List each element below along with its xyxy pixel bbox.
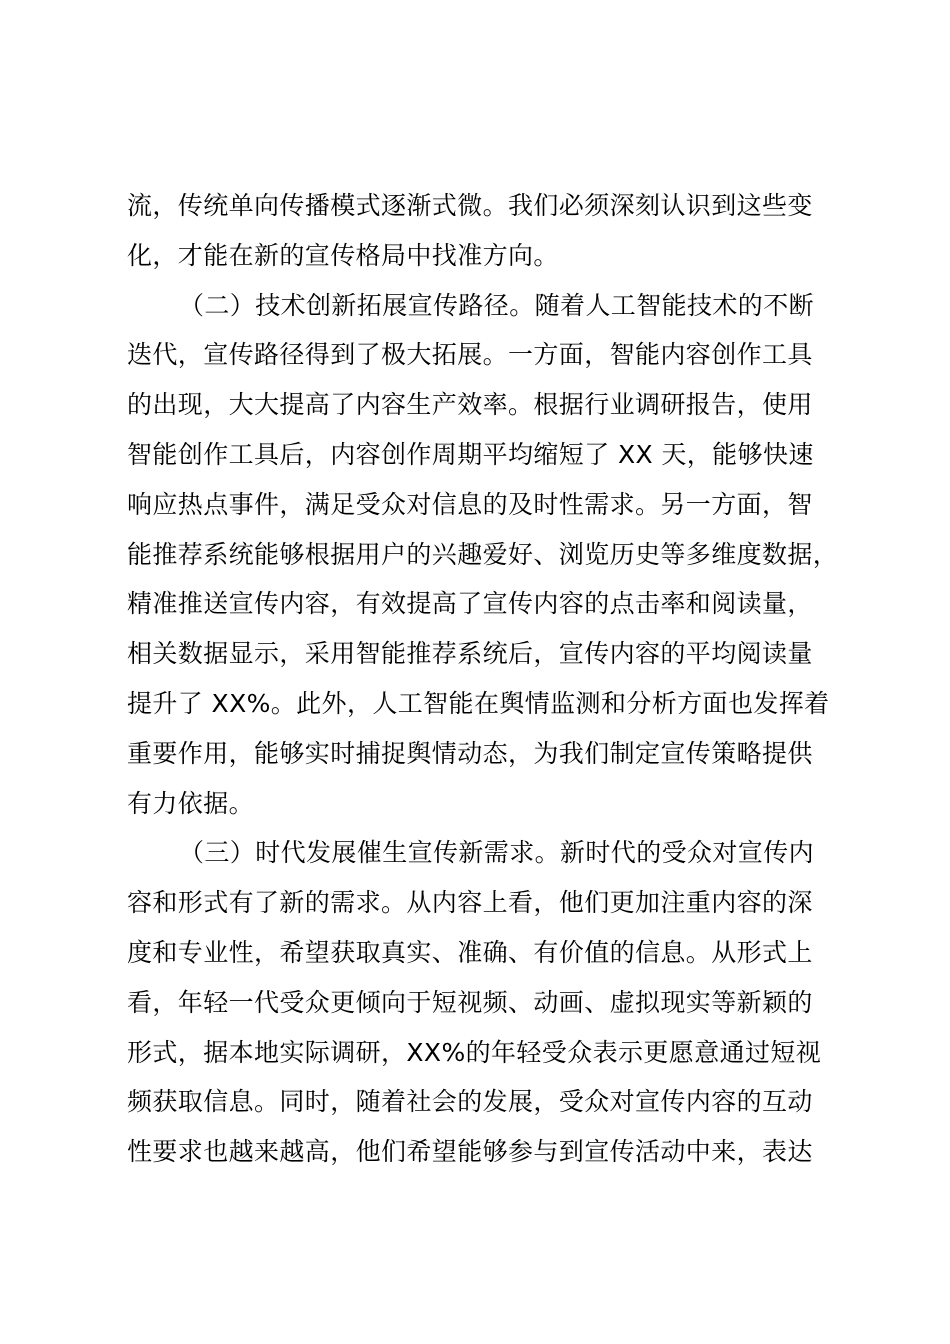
text-line: 频获取信息。同时，随着社会的发展，受众对宣传内容的互动 (127, 1087, 813, 1117)
text-line: 能推荐系统能够根据用户的兴趣爱好、浏览历史等多维度数据， (127, 539, 839, 569)
text-line: 化，才能在新的宣传格局中找准方向。 (127, 240, 559, 270)
section-heading-line: （二）技术创新拓展宣传路径。随着人工智能技术的不断 (179, 290, 815, 320)
text-line: 性要求也越来越高，他们希望能够参与到宣传活动中来，表达 (127, 1137, 813, 1167)
text-line: 相关数据显示，采用智能推荐系统后，宣传内容的平均阅读量 (127, 639, 813, 669)
text-line: 看，年轻一代受众更倾向于短视频、动画、虚拟现实等新颖的 (127, 987, 813, 1017)
text-line: 容和形式有了新的需求。从内容上看，他们更加注重内容的深 (127, 888, 813, 918)
text-line: 流，传统单向传播模式逐渐式微。我们必须深刻认识到这些变 (127, 191, 813, 220)
text-line: 形式，据本地实际调研，XX%的年轻受众表示更愿意通过短视 (127, 1037, 822, 1067)
text-line: 度和专业性，希望获取真实、准确、有价值的信息。从形式上 (127, 937, 813, 967)
text-line: 精准推送宣传内容，有效提高了宣传内容的点击率和阅读量， (127, 589, 813, 619)
text-line: 提升了 XX%。此外，人工智能在舆情监测和分析方面也发挥着 (127, 688, 830, 718)
text-line: 智能创作工具后，内容创作周期平均缩短了 XX 天，能够快速 (127, 439, 814, 469)
text-line: 迭代，宣传路径得到了极大拓展。一方面，智能内容创作工具 (127, 340, 813, 370)
text-line: 有力依据。 (127, 788, 255, 818)
text-line: 重要作用，能够实时捕捉舆情动态，为我们制定宣传策略提供 (127, 738, 813, 768)
section-heading-line: （三）时代发展催生宣传新需求。新时代的受众对宣传内 (179, 838, 815, 868)
body-text (127, 181, 839, 1177)
text-line: 响应热点事件，满足受众对信息的及时性需求。另一方面，智 (127, 489, 813, 519)
text-line: 的出现，大大提高了内容生产效率。根据行业调研报告，使用 (127, 390, 813, 420)
